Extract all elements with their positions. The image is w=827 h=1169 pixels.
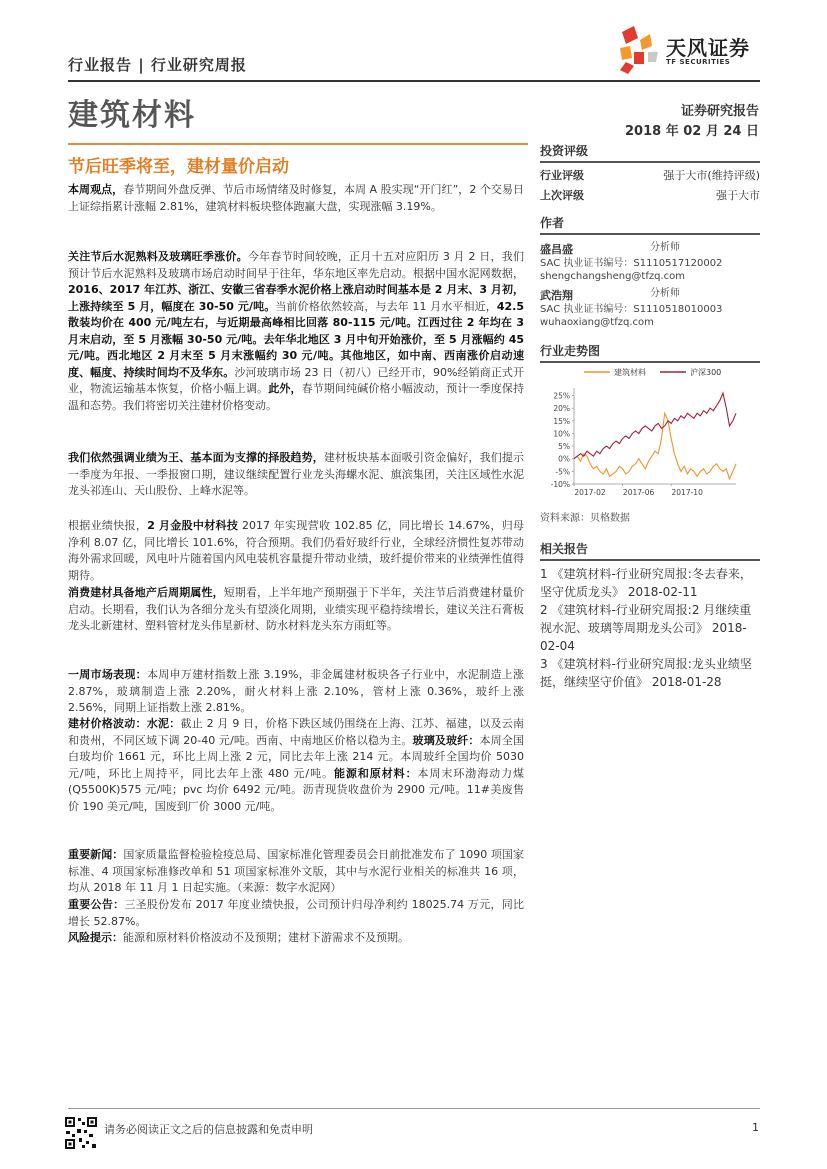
- author-rule: [540, 233, 760, 235]
- rating-value: 强于大市(维持评级): [663, 168, 760, 182]
- y-tick-label: -10%: [550, 480, 570, 489]
- viewpoint-lead: 本周观点，: [68, 183, 124, 196]
- report-date: 2018 年 02 月 24 日: [625, 124, 759, 139]
- series-line: [574, 413, 736, 479]
- related-item[interactable]: [540, 565, 760, 601]
- paragraph-stock-pick: [68, 450, 524, 500]
- prices-text-b: 玻璃及玻纤：: [412, 733, 480, 747]
- market-text: 本周申万建材指数上涨 3.19%，非金属建材板块各子行业中，水泥制造上涨 2.87%，玻璃制造上涨 2.20%，耐火材料上涨 2.10%，管材上涨 0.36%，玻纤上涨 2.56%，同期上证指数上涨 2.81%。: [68, 668, 524, 714]
- y-tick-label: 15%: [553, 416, 570, 426]
- related-item[interactable]: [540, 601, 760, 655]
- paragraph-market: [68, 667, 524, 717]
- viewpoint-text: 春节期间外盘反弹、节后市场情绪及时修复，本周 A 股实现“开门红”，2 个交易日上证综指累计涨幅 2.81%，建筑材料板块整体跑赢大盘，实现涨幅 3.19%。: [68, 183, 524, 213]
- y-tick-label: -5%: [555, 467, 570, 477]
- prices-text-e: 本周末环渤海动力煤(Q5500K)575 元/吨；pvc 均价 6492 元/吨。沥青现货收盘价为 2900 元/吨。11#美废售价 190 美元/吨，国废到厂价 3000 元/吨。: [68, 766, 525, 813]
- y-tick-label: 25%: [553, 391, 570, 401]
- announcement-lead: 重要公告：: [68, 898, 125, 911]
- price-text-b: 2016、2017 年江苏、浙江、安徽三省春季水泥价格上涨启动时间基本是 2 月末、3 月初，上涨持续至 5 月，幅度在 30-50 元/吨。: [68, 283, 524, 313]
- chart-legend: [584, 367, 721, 377]
- news-lead: 重要新闻：: [68, 848, 124, 861]
- y-tick-label: 0%: [558, 454, 570, 464]
- paragraph-risk: [68, 930, 524, 947]
- stock-pick-lead: 我们依然强调业绩为王、基本面为支撑的择股趋势，: [68, 451, 324, 464]
- rating-heading: 投资评级: [540, 144, 589, 158]
- price-text-d: 42.5 散装均价在 400 元/吨左右，与近期最高峰相比回落 80-115 元/吨。: [68, 299, 524, 329]
- price-text-a: 今年春节时间较晚，正月十五对应阳历 3 月 2 日，我们预计节后水泥熟料及玻璃市场启动时间早于往年，华东地区率先启动。根据中国水泥网数据，: [68, 250, 525, 280]
- consumer-text: 短期看，上半年地产预期强于下半年，关注节后消费建材量价启动。长期看，我们认为各细分龙头有望淡化周期，业绩实现平稳持续增长，建议关注石膏板龙头北新建材、塑料管材龙头伟星新材、防水材料龙头东方雨虹等。: [68, 586, 524, 632]
- title-rule: [68, 143, 528, 145]
- rating-row: [540, 167, 760, 183]
- related-num: 1: [540, 566, 548, 581]
- announcement-text: 三圣股份发布 2017 年度业绩快报，公司预计归母净利约 18025.74 万元，同比增长 52.87%。: [68, 898, 525, 928]
- x-tick-label: 2017-10: [671, 488, 703, 497]
- report-type: 证券研究报告: [680, 104, 759, 119]
- price-text-f: 去年华北地区 3 月中旬开始涨价，至 5 月涨幅约 45 元/吨。西北地区 2 月末至 5 月末涨幅约 30 元/吨。其他地区，如中南、西南涨价启动速度、幅度、持续时间均不及华东。: [68, 332, 525, 379]
- paragraph-earnings: [68, 518, 524, 584]
- chart-axes: [551, 388, 736, 497]
- price-text-e: 江西过往 2 年均在 3 月末启动，至 5 月涨幅 30-50 元/吨。: [68, 316, 524, 346]
- sidebar-rating: [540, 142, 760, 203]
- logo-name-cn: 天风证券: [666, 36, 750, 60]
- author-heading: 作者: [540, 216, 565, 230]
- series-line: [574, 393, 736, 459]
- y-tick-label: 5%: [558, 442, 570, 452]
- analyst-email[interactable]: shengchangsheng@tfzq.com: [540, 270, 685, 282]
- paragraph-consumer: [68, 585, 524, 635]
- news-text: 国家质量监督检验检疫总局、国家标准化管理委员会日前批准发布了 1090 项国家标准、4 项国家标准修改单和 51 项国家标准外文版，其中与水泥行业相关的标准共 16 项，均从 2018 年 11 月 1 日起实施。（来源：数字水泥网）: [68, 848, 524, 894]
- footer-disclaimer[interactable]: 请务必阅读正文之后的信息披露和免责申明: [104, 1123, 313, 1136]
- sidebar-chart: [540, 342, 760, 363]
- logo-mark-icon: [620, 26, 658, 74]
- logo-name-en: TF SECURITIES: [666, 58, 731, 66]
- prices-text-c: 本周全国白玻均价 1661 元，环比上周上涨 2 元，同比去年上涨 214 元。本周玻纤全国均价 5030 元/吨，环比上周持平，同比去年上涨 480 元/吨。: [68, 733, 525, 780]
- price-lead: 关注节后水泥熟料及玻璃旺季涨价。: [68, 250, 248, 263]
- earnings-text-c: 2017 年实现营收 102.85 亿，同比增长 14.67%，归母净利 8.07 亿，同比增长 101.6%，符合预期。我们仍看好玻纤行业，全球经济惯性复苏带动海外需求回暖，风电叶片随着国内风电装机容量提升带动业绩，玻纤提价带来的业绩弹性值得期待。: [68, 519, 525, 582]
- rating-label: 行业评级: [540, 168, 584, 182]
- sector-title: 建筑材料: [68, 98, 196, 133]
- related-num: 3: [540, 656, 548, 671]
- chart-heading: 行业走势图: [540, 344, 601, 358]
- x-tick-label: 2017-06: [622, 488, 655, 497]
- related-text: 《建筑材料-行业研究周报:2 月继续重视水泥、玻璃等周期龙头公司》 2018-02-04: [540, 602, 752, 653]
- earnings-text-a: 根据业绩快报，: [68, 519, 148, 532]
- analyst-sac: SAC 执业证书编号：S1110517120002: [540, 257, 723, 269]
- rating-rule: [540, 161, 760, 163]
- prices-text-d: 能源和原材料：: [333, 766, 418, 780]
- risk-text: 能源和原材料价格波动不及预期；建材下游需求不及预期。: [123, 931, 409, 944]
- header-rule: [68, 80, 760, 82]
- prev-rating-row: [540, 187, 760, 203]
- footer-rule: [68, 1108, 760, 1109]
- related-rule: [540, 559, 760, 561]
- paragraph-viewpoint: [68, 182, 524, 215]
- x-tick-label: 2017-02: [574, 488, 606, 497]
- y-tick-label: 20%: [553, 404, 570, 414]
- prices-lead: 建材价格波动：水泥：: [68, 717, 181, 730]
- paragraph-price: [68, 249, 524, 414]
- analyst-sac: SAC 执业证书编号：S1110518010003: [540, 303, 723, 315]
- legend-label: 沪深300: [690, 368, 722, 377]
- related-num: 2: [540, 602, 548, 617]
- qr-code-icon: [64, 1116, 98, 1150]
- paragraph-prices: [68, 716, 524, 815]
- price-text-h: 此外，: [268, 382, 302, 395]
- market-lead: 一周市场表现：: [68, 668, 147, 681]
- page-title: 节后旺季将至，建材量价启动: [68, 157, 289, 177]
- prices-text-a: 截止 2 月 9 日，价格下跌区域仍围绕在上海、江苏、福建，以及云南和贵州，不同区域下调 20-40 元/吨。西南、中南地区价格以稳为主。: [68, 717, 525, 747]
- analyst-name: 武浩翔: [540, 288, 573, 302]
- related-heading: 相关报告: [540, 542, 589, 556]
- analyst-card: [540, 241, 760, 283]
- related-text: 《建筑材料-行业研究周报:冬去春来，坚守优质龙头》 2018-02-11: [540, 566, 752, 599]
- page-number: 1: [752, 1121, 759, 1134]
- analyst-title: 分析师: [650, 287, 680, 299]
- analyst-card: [540, 287, 760, 329]
- analyst-title: 分析师: [650, 241, 680, 253]
- analyst-name: 盛昌盛: [540, 242, 573, 256]
- price-text-c: 当前价格依然较高，与去年 11 月水平相近，: [275, 299, 497, 313]
- price-text-g: 沙河玻璃市场 23 日（初八）已经开市，90%经销商正式开业，物流运输基本恢复，价格小幅上调。: [68, 365, 524, 395]
- report-category: 行业报告 | 行业研究周报: [68, 56, 247, 74]
- consumer-lead: 消费建材具备地产后周期属性，: [68, 586, 224, 599]
- sidebar-authors: [540, 214, 760, 329]
- paragraph-news: [68, 847, 524, 897]
- prev-rating-value: 强于大市: [716, 188, 760, 202]
- y-tick-label: 10%: [553, 429, 570, 439]
- trend-chart: [540, 362, 760, 502]
- chart-source: 资料来源：贝格数据: [540, 513, 630, 524]
- earnings-text-b: 2 月金股中材科技: [147, 519, 239, 532]
- sidebar-related: [540, 540, 760, 691]
- related-item[interactable]: [540, 655, 760, 691]
- paragraph-announcement: [68, 897, 524, 930]
- prev-rating-label: 上次评级: [540, 188, 584, 202]
- stock-pick-text: 建材板块基本面吸引资金偏好，我们提示一季度为年报、一季报窗口期，建议继续配置行业龙头海螺水泥、旗滨集团，关注区域性水泥龙头祁连山、天山股份、上峰水泥等。: [68, 451, 524, 497]
- legend-label: 建筑材料: [614, 368, 646, 377]
- price-text-i: 春节期间纯碱价格小幅波动，预计一季度保持温和态势。我们将密切关注建材价格变动。: [68, 382, 524, 412]
- related-text: 《建筑材料-行业研究周报:龙头业绩坚挺，继续坚守价值》 2018-01-28: [540, 656, 752, 689]
- risk-lead: 风险提示：: [68, 931, 123, 944]
- chart-series: [574, 393, 736, 479]
- analyst-email[interactable]: wuhaoxiang@tfzq.com: [540, 316, 654, 328]
